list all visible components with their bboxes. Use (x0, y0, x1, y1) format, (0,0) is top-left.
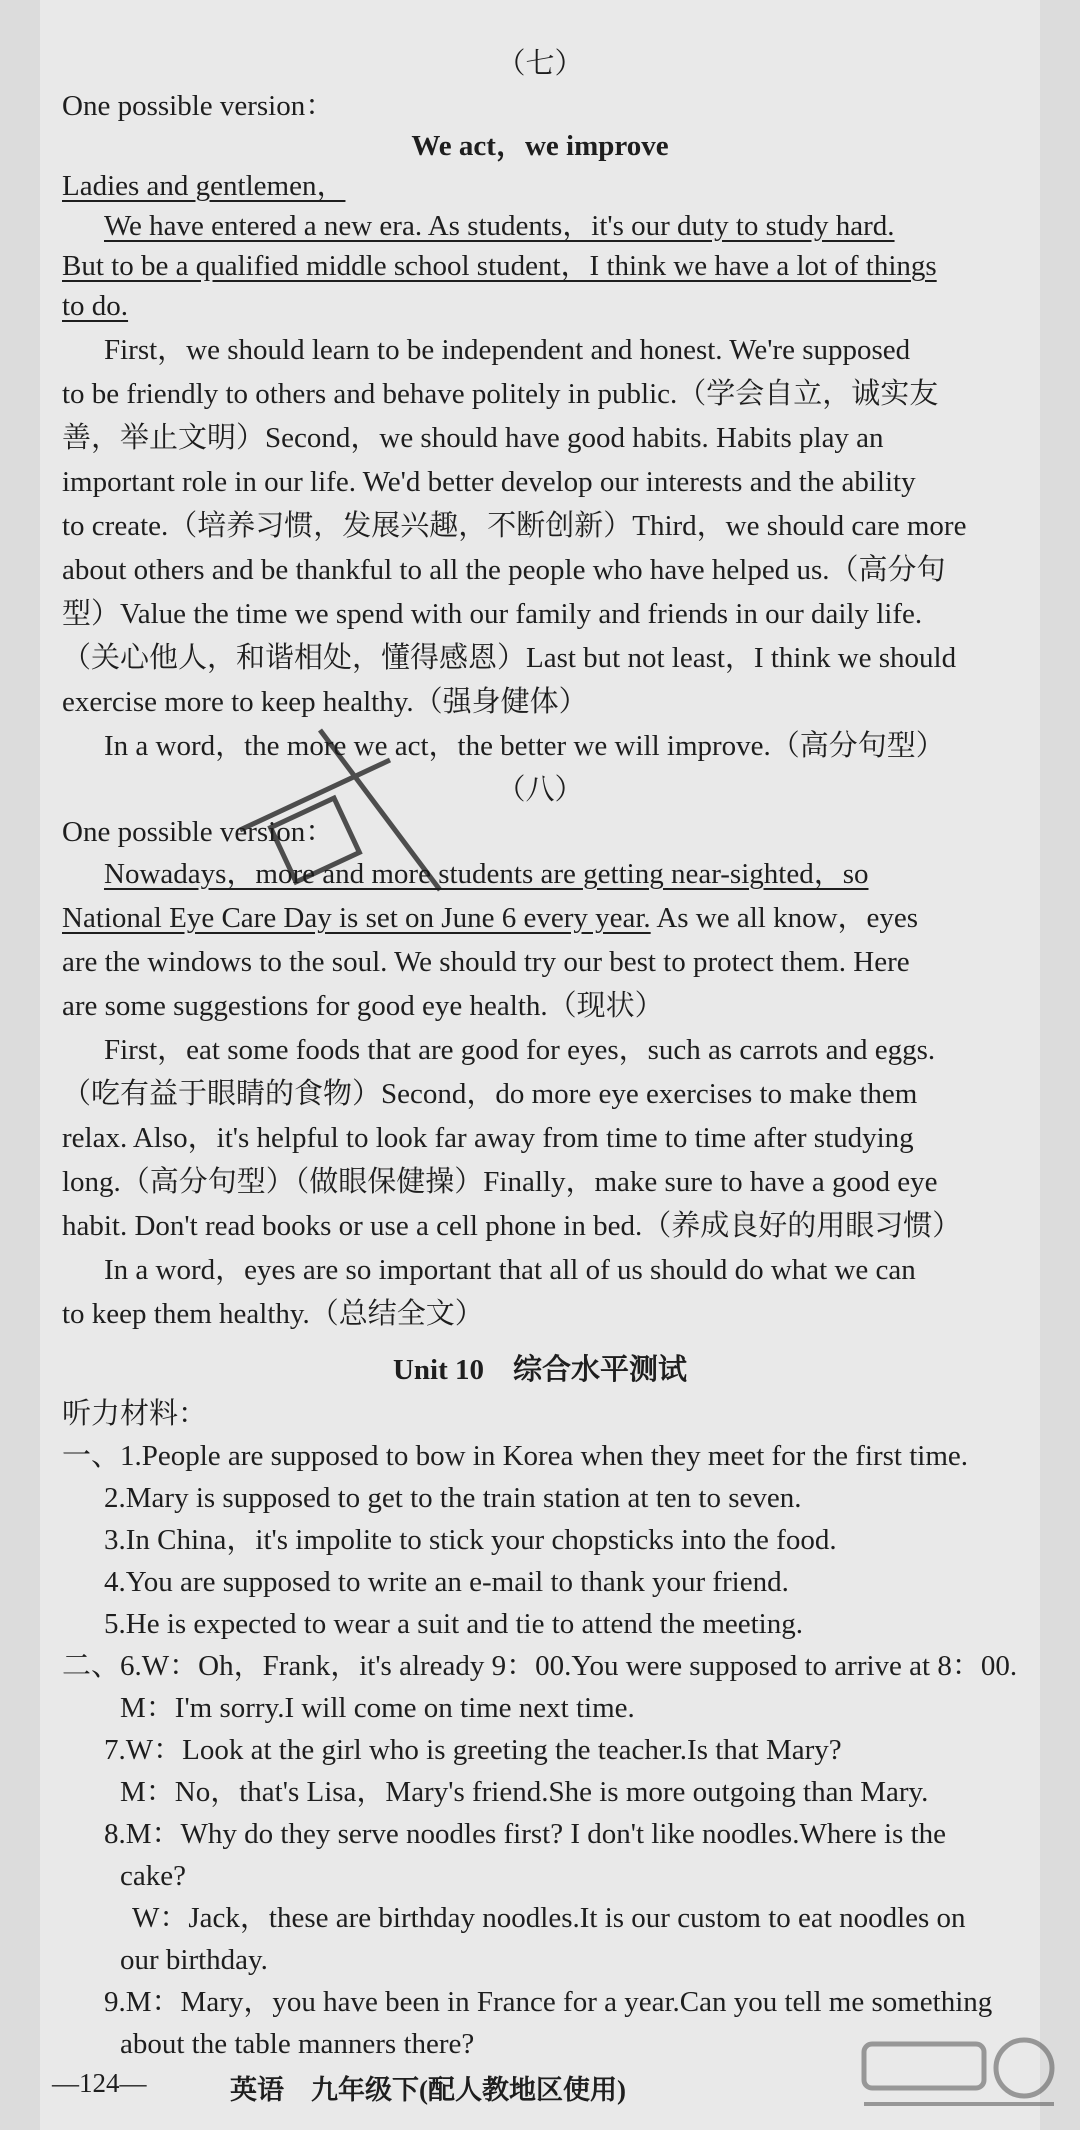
essay-line: 型）Value the time we spend with our family and friends in our daily life. (62, 598, 923, 630)
essay-line: relax. Also，it's helpful to look far away from time to time after studying (62, 1122, 914, 1154)
essay-line: habit. Don't read books or use a cell phone in bed.（养成良好的用眼习惯） (62, 1210, 962, 1242)
essay-line: （关心他人，和谐相处，懂得感恩）Last but not least，I think we should (62, 642, 957, 674)
unit-title: Unit 10 综合水平测试 (392, 1354, 688, 1386)
essay-line: long.（高分句型）（做眼保健操）Finally，make sure to have a good eye (62, 1166, 938, 1198)
essay-line: In a word，eyes are so important that all of us should do what we can (104, 1254, 916, 1286)
listening-line: M：No，that's Lisa，Mary's friend.She is more outgoing than Mary. (120, 1776, 929, 1808)
essay-line: First，we should learn to be independent and honest. We're supposed (104, 334, 911, 366)
page-number: —124— (52, 2068, 147, 2098)
listening-line: 2.Mary is supposed to get to the train station at ten to seven. (104, 1482, 802, 1514)
listening-line: 7.W：Look at the girl who is greeting the teacher.Is that Mary? (104, 1734, 842, 1766)
essay-line: 善，举止文明）Second，we should have good habits. Habits play an (62, 422, 884, 454)
essay-line: about others and be thankful to all the people who have helped us.（高分句 (62, 554, 946, 586)
listening-line: M：I'm sorry.I will come on time next time. (120, 1692, 635, 1724)
essay-line: are the windows to the soul. We should try our best to protect them. Here (62, 946, 910, 978)
essay-line: We have entered a new era. As students，it's our duty to study hard. (104, 210, 895, 242)
essay-line: exercise more to keep healthy.（强身健体） (62, 686, 588, 718)
essay-fragment: As we all know，eyes (650, 902, 919, 934)
listening-line: cake? (120, 1860, 186, 1892)
essay-line: important role in our life. We'd better develop our interests and the ability (62, 466, 916, 498)
stamp-overlay (200, 720, 460, 940)
section-heading-8: （八） (496, 774, 584, 806)
essay-line: Nowadays，more and more students are getting near-sighted，so (104, 858, 869, 890)
listening-line: 9.M：Mary，you have been in France for a year.Can you tell me something (104, 1986, 993, 2018)
listening-line: about the table manners there? (120, 2028, 475, 2060)
essay-line: （吃有益于眼睛的食物）Second，do more eye exercises to make them (62, 1078, 918, 1110)
essay-line: In a word，the more we act，the better we will improve.（高分句型） (104, 730, 945, 762)
version-label: One possible version： (62, 90, 335, 122)
listening-line: 3.In China，it's impolite to stick your chopsticks into the food. (104, 1524, 837, 1556)
essay-line: First，eat some foods that are good for eyes，such as carrots and eggs. (104, 1034, 936, 1066)
listening-line: 一、1.People are supposed to bow in Korea when they meet for the first time. (62, 1440, 969, 1472)
salutation: Ladies and gentlemen， (62, 170, 346, 202)
footer-text: 英语 九年级下(配人教地区使用) (230, 2075, 626, 2105)
essay-line: to do. (62, 290, 129, 322)
version-label: One possible version： (62, 816, 335, 848)
listening-line: 4.You are supposed to write an e-mail to thank your friend. (104, 1566, 789, 1598)
watermark-logo (854, 2030, 1064, 2116)
essay-line: to be friendly to others and behave politely in public.（学会自立，诚实友 (62, 378, 939, 410)
essay-line: to keep them healthy.（总结全文） (62, 1298, 484, 1330)
section-heading-7: （七） (496, 48, 584, 80)
essay-line: But to be a qualified middle school student，I think we have a lot of things (62, 250, 937, 282)
listening-line: W：Jack，these are birthday noodles.It is our custom to eat noodles on (132, 1902, 966, 1934)
listening-line: our birthday. (120, 1944, 268, 1976)
listening-label: 听力材料： (62, 1398, 208, 1430)
listening-line: 二、6.W：Oh，Frank，it's already 9：00.You were supposed to arrive at 8：00. (62, 1650, 1018, 1682)
underlined-sentence: National Eye Care Day is set on June 6 every year. (62, 902, 651, 934)
essay-title: We act，we improve (411, 130, 669, 162)
essay-line: are some suggestions for good eye health.（现状） (62, 990, 664, 1022)
listening-line: 5.He is expected to wear a suit and tie to attend the meeting. (104, 1608, 803, 1640)
listening-line: 8.M：Why do they serve noodles first? I don't like noodles.Where is the (104, 1818, 947, 1850)
essay-line: to create.（培养习惯，发展兴趣，不断创新）Third，we should care more (62, 510, 967, 542)
